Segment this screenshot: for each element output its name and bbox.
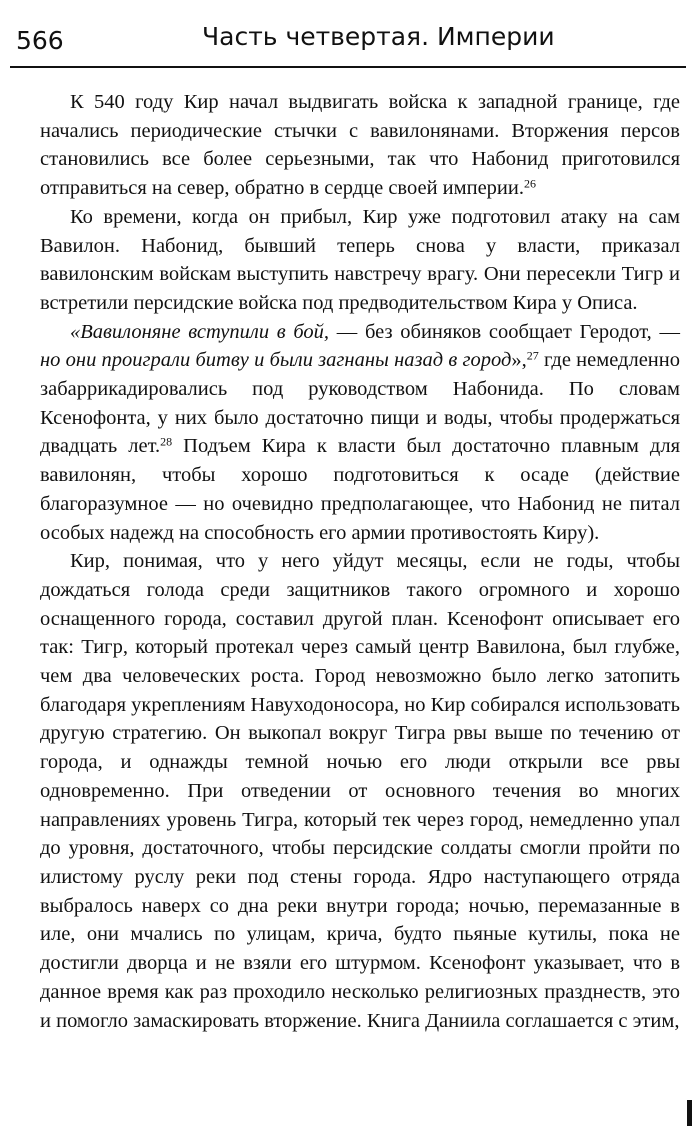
paragraph bbox=[40, 547, 680, 1035]
page-edge-mark bbox=[687, 1100, 692, 1126]
paragraph-text: Подъем Кира к власти был достаточно плавным для вавилонян, чтобы хорошо подготовиться к осаде (действие благоразумное — но очевидно предполагающее, что Набонид не питал особых надежд на способность его армии противостоять Киру). bbox=[40, 435, 680, 544]
paragraph-text: Ко времени, когда он прибыл, Кир уже подготовил атаку на сам Вавилон. Набонид, бывший теперь снова у власти, приказал вавилонским войскам выступить навстречу врагу. Они пересекли Тигр и встретили персидские войска под предводительством Кира у Описа. bbox=[40, 205, 680, 314]
running-title: Часть четвертая. Империи bbox=[202, 22, 555, 51]
quote-text: но они проиграли битву и были загнаны назад в город bbox=[40, 349, 512, 372]
paragraph-text: Кир, понимая, что у него уйдут месяцы, если не годы, чтобы дождаться голода среди защитников такого огромного и хорошо оснащенного города, составил другой план. Ксенофонт описывает его так: Тигр, который протекал через самый центр Вавилона, был глубже, чем два человеческих роста. Город невозможно было легко затопить благодаря укреплениям Навуходоносора, но Кир собирался использовать другую стратегию. Он выкопал вокруг Тигра рвы выше по течению от города, и однажды темной ночью его люди открыли все рвы одновременно. При отведении от основного течения во многих направлениях уровень Тигра, который тек через город, немедленно упал до уровня, достаточного, чтобы персидские солдаты смогли пройти по илистому руслу реки под стены города. Ядро наступающего отряда выбралось наверх со дна реки внутри города; ночью, перемазанные в иле, они мчались по улицам, крича, будто пьяные кутилы, пока не достигли дворца и не взяли его штурмом. Ксенофонт указывает, что в данное время как раз проходило несколько религиозных празднеств, это и помогло замаскировать вторжение. Книга Даниила соглашается с этим, bbox=[40, 550, 680, 1032]
body-text bbox=[40, 88, 680, 1035]
paragraph bbox=[40, 203, 680, 318]
paragraph-text: », bbox=[511, 349, 527, 372]
footnote-ref: 26 bbox=[524, 176, 536, 191]
paragraph bbox=[40, 88, 680, 203]
paragraph-text: — без обиняков сообщает Геродот, — bbox=[329, 320, 680, 343]
page-number: 566 bbox=[16, 26, 64, 55]
paragraph bbox=[40, 318, 680, 548]
paragraph-text: где немедленно забаррикадировались под руководством Набонида. По словам Ксенофонта, у них было достаточно пищи и воды, чтобы продержаться двадцать лет. bbox=[40, 349, 680, 458]
footnote-ref: 28 bbox=[160, 434, 173, 449]
running-header bbox=[10, 18, 686, 68]
quote-text: «Вавилоняне вступили в бой, bbox=[70, 320, 330, 343]
paragraph-text: К 540 году Кир начал выдвигать войска к западной границе, где начались периодические стычки с вавилонянами. Вторжения персов становились все более серьезными, так что Набонид приготовился отправиться на север, обратно в сердце своей империи. bbox=[40, 91, 680, 200]
footnote-ref: 27 bbox=[526, 348, 539, 363]
